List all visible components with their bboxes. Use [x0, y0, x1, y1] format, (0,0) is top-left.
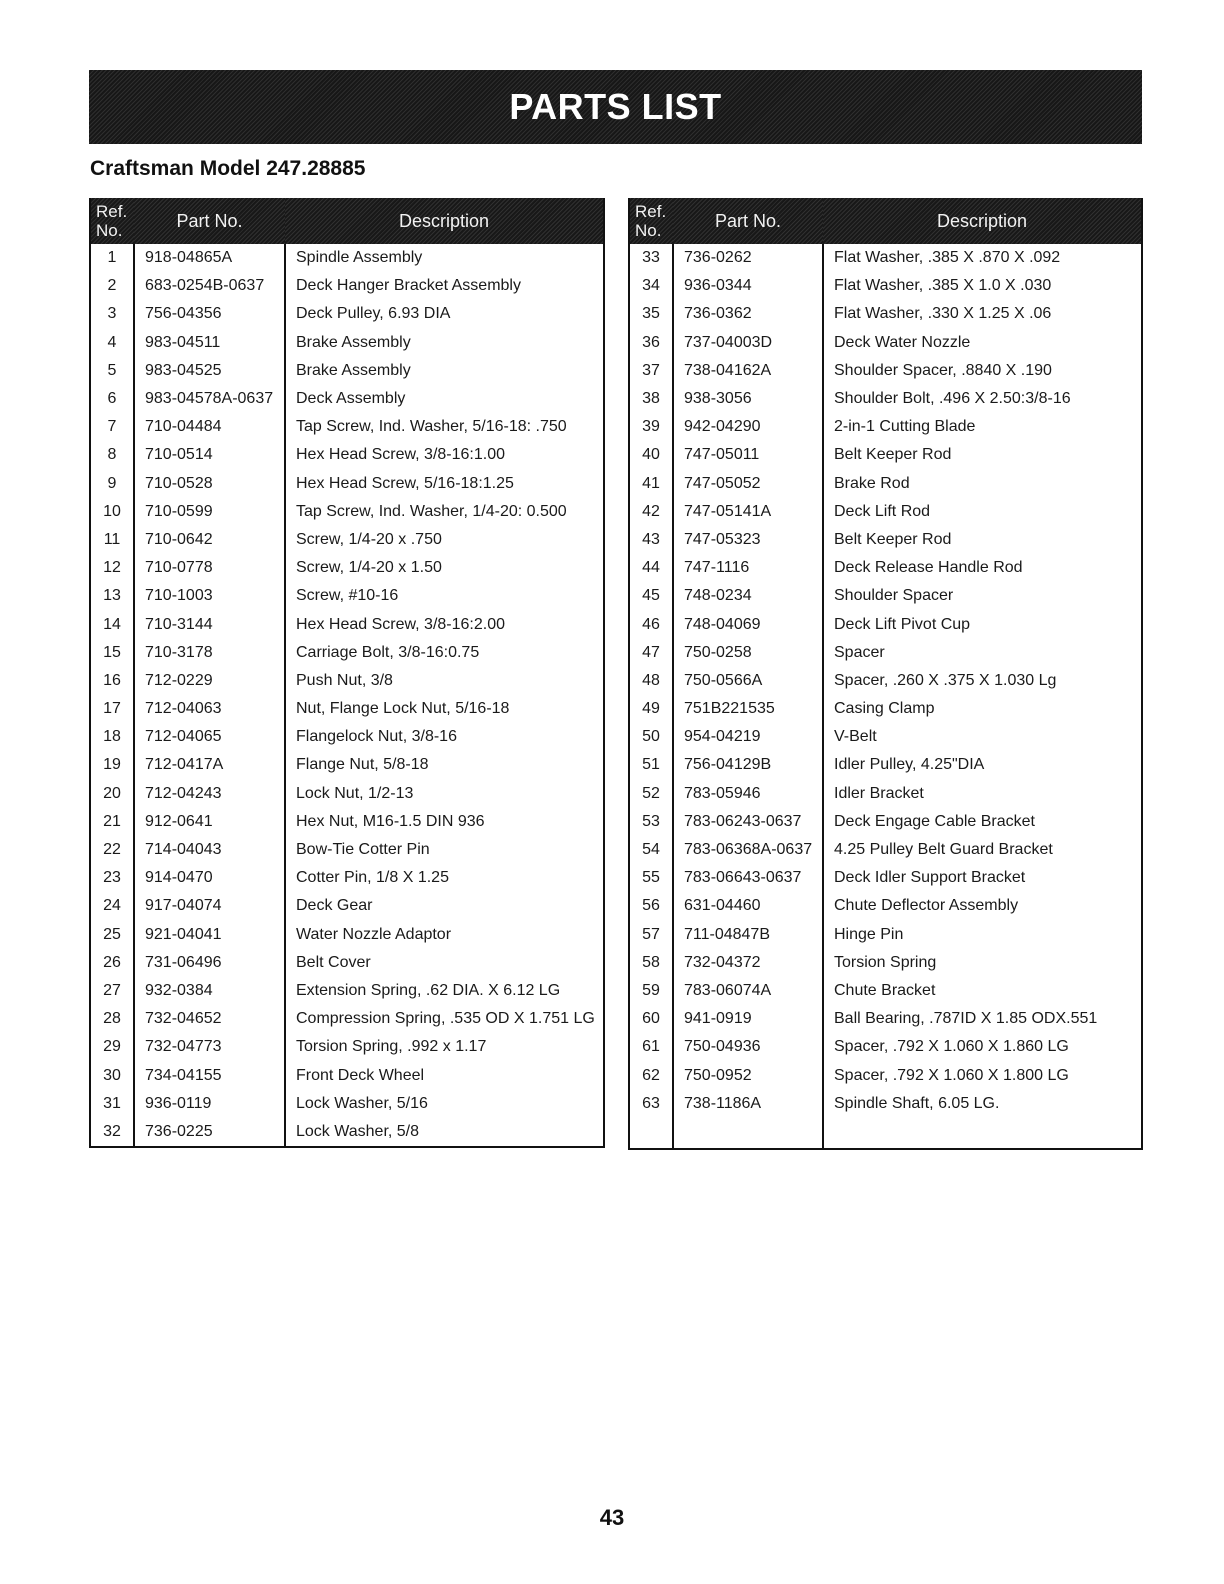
part-no-cell: 732-04372 [673, 949, 823, 977]
description-cell: Hinge Pin [834, 925, 904, 943]
table-row [90, 723, 604, 751]
ref-no-cell: 45 [629, 582, 673, 610]
description-cell: Spacer, .260 X .375 X 1.030 Lg [834, 671, 1057, 689]
description-cell: Deck Lift Rod [834, 502, 931, 520]
part-no-cell: 918-04865A [134, 244, 285, 272]
ref-no-cell: 49 [629, 695, 673, 723]
parts-table-right-body [629, 244, 1142, 1149]
part-no-cell: 747-05052 [673, 470, 823, 498]
table-row [629, 977, 1142, 1005]
table-row [629, 780, 1142, 808]
description-cell: Idler Bracket [834, 784, 924, 802]
description-cell: Compression Spring, .535 OD X 1.751 LG [296, 1010, 595, 1028]
ref-no-cell: 37 [629, 357, 673, 385]
table-row [629, 1090, 1142, 1118]
description-cell: Spindle Shaft, 6.05 LG. [834, 1094, 1000, 1112]
part-no-cell: 710-0599 [134, 498, 285, 526]
table-row [629, 526, 1142, 554]
ref-no-cell: 14 [90, 610, 134, 638]
part-no-cell: 732-04773 [134, 1033, 285, 1061]
ref-no-cell: 6 [90, 385, 134, 413]
ref-no-cell: 8 [90, 441, 134, 469]
table-row [90, 1033, 604, 1061]
ref-no-cell: 56 [629, 892, 673, 920]
ref-no-cell: 31 [90, 1090, 134, 1118]
description-cell: Deck Lift Pivot Cup [834, 615, 971, 633]
part-no-cell: 914-0470 [134, 864, 285, 892]
part-no-cell: 710-1003 [134, 582, 285, 610]
table-row [629, 667, 1142, 695]
table-row [629, 582, 1142, 610]
description-cell: Tap Screw, Ind. Washer, 1/4-20: 0.500 [296, 502, 567, 520]
ref-no-cell: 24 [90, 892, 134, 920]
ref-no-cell: 52 [629, 780, 673, 808]
part-no-cell: 941-0919 [673, 1005, 823, 1033]
ref-no-cell: 17 [90, 695, 134, 723]
table-row [629, 610, 1142, 638]
description-cell: Chute Bracket [834, 981, 936, 999]
table-row [629, 751, 1142, 779]
description-cell: Torsion Spring [834, 953, 937, 971]
description-cell: Tap Screw, Ind. Washer, 5/16-18: .750 [296, 418, 567, 436]
ref-no-cell: 13 [90, 582, 134, 610]
ref-no-cell: 19 [90, 751, 134, 779]
column-header-description: Description [823, 198, 1142, 244]
part-no-cell: 710-0778 [134, 554, 285, 582]
table-row [629, 1061, 1142, 1089]
ref-no-cell: 3 [90, 300, 134, 328]
part-no-cell: 736-0362 [673, 300, 823, 328]
parts-table-left-body [90, 244, 604, 1147]
part-no-cell: 783-06368A-0637 [673, 836, 823, 864]
table-row [90, 441, 604, 469]
column-header-part-no: Part No. [134, 198, 285, 244]
part-no-cell: 932-0384 [134, 977, 285, 1005]
description-cell: Deck Assembly [296, 390, 406, 408]
description-cell: 2-in-1 Cutting Blade [834, 418, 976, 436]
part-no-cell: 954-04219 [673, 723, 823, 751]
ref-no-cell: 62 [629, 1061, 673, 1089]
ref-no-cell: 60 [629, 1005, 673, 1033]
description-cell: Brake Assembly [296, 333, 411, 351]
part-no-cell: 783-05946 [673, 780, 823, 808]
description-cell: Brake Assembly [296, 361, 411, 379]
description-cell: Flat Washer, .385 X .870 X .092 [834, 249, 1061, 267]
part-no-cell: 783-06074A [673, 977, 823, 1005]
part-no-cell: 732-04652 [134, 1005, 285, 1033]
page-title: PARTS LIST [509, 86, 722, 127]
ref-no-cell: 48 [629, 667, 673, 695]
ref-no-cell: 63 [629, 1090, 673, 1118]
column-header-ref-no: Ref. No. [90, 198, 134, 244]
description-cell: Belt Cover [296, 953, 371, 971]
part-no-cell: 710-04484 [134, 413, 285, 441]
part-no-cell: 912-0641 [134, 808, 285, 836]
description-cell: Hex Head Screw, 3/8-16:1.00 [296, 446, 506, 464]
part-no-cell: 921-04041 [134, 921, 285, 949]
table-row [629, 329, 1142, 357]
table-row [629, 413, 1142, 441]
part-no-cell: 712-04243 [134, 780, 285, 808]
table-row [90, 244, 604, 272]
ref-no-cell: 20 [90, 780, 134, 808]
part-no-cell: 710-3178 [134, 639, 285, 667]
table-row [90, 1005, 604, 1033]
ref-no-cell: 58 [629, 949, 673, 977]
ref-no-cell: 38 [629, 385, 673, 413]
table-row [90, 413, 604, 441]
table-row [90, 864, 604, 892]
part-no-cell: 734-04155 [134, 1061, 285, 1089]
ref-no-cell: 16 [90, 667, 134, 695]
description-cell: Flat Washer, .330 X 1.25 X .06 [834, 305, 1052, 323]
ref-no-cell: 50 [629, 723, 673, 751]
ref-no-cell: 10 [90, 498, 134, 526]
ref-no-cell: 46 [629, 610, 673, 638]
table-row [90, 836, 604, 864]
table-row [90, 808, 604, 836]
part-no-cell: 631-04460 [673, 892, 823, 920]
part-no-cell: 738-04162A [673, 357, 823, 385]
part-no-cell: 917-04074 [134, 892, 285, 920]
ref-no-cell: 23 [90, 864, 134, 892]
description-cell: Flat Washer, .385 X 1.0 X .030 [834, 277, 1052, 295]
table-row [629, 808, 1142, 836]
ref-no-cell: 26 [90, 949, 134, 977]
description-cell: Shoulder Bolt, .496 X 2.50:3/8-16 [834, 390, 1071, 408]
column-header-part-no: Part No. [673, 198, 823, 244]
parts-table-left [89, 198, 605, 1148]
ref-no-cell: 29 [90, 1033, 134, 1061]
part-no-cell: 710-3144 [134, 610, 285, 638]
ref-no-cell: 15 [90, 639, 134, 667]
description-cell: Shoulder Spacer, .8840 X .190 [834, 361, 1052, 379]
part-no-cell: 736-0262 [673, 244, 823, 272]
table-row [629, 441, 1142, 469]
table-row [629, 949, 1142, 977]
ref-no-cell: 21 [90, 808, 134, 836]
ref-no-cell: 41 [629, 470, 673, 498]
part-no-cell: 712-0229 [134, 667, 285, 695]
ref-no-cell: 18 [90, 723, 134, 751]
part-no-cell: 983-04525 [134, 357, 285, 385]
table-row [629, 921, 1142, 949]
table-row [629, 892, 1142, 920]
table-row [629, 498, 1142, 526]
description-cell: Screw, 1/4-20 x 1.50 [296, 559, 442, 577]
ref-no-cell: 43 [629, 526, 673, 554]
part-no-cell: 710-0514 [134, 441, 285, 469]
table-row [90, 1118, 604, 1147]
description-cell: V-Belt [834, 728, 877, 746]
table-row [629, 385, 1142, 413]
table-row [90, 498, 604, 526]
table-row [90, 610, 604, 638]
table-row [90, 554, 604, 582]
ref-no-cell: 36 [629, 329, 673, 357]
description-cell: Brake Rod [834, 474, 910, 492]
description-cell: Bow-Tie Cotter Pin [296, 841, 430, 859]
column-header-description: Description [285, 198, 604, 244]
part-no-cell: 736-0225 [134, 1118, 285, 1147]
table-row [90, 582, 604, 610]
table-row [90, 949, 604, 977]
table-row [90, 357, 604, 385]
part-no-cell: 747-05011 [673, 441, 823, 469]
ref-no-cell: 30 [90, 1061, 134, 1089]
ref-no-cell: 40 [629, 441, 673, 469]
description-cell: Deck Engage Cable Bracket [834, 812, 1035, 830]
table-row [90, 1061, 604, 1089]
description-cell: Idler Pulley, 4.25"DIA [834, 756, 985, 774]
ref-no-cell: 7 [90, 413, 134, 441]
ref-no-cell: 61 [629, 1033, 673, 1061]
part-no-cell: 710-0528 [134, 470, 285, 498]
ref-no-cell: 33 [629, 244, 673, 272]
ref-no-cell: 53 [629, 808, 673, 836]
ref-no-cell: 2 [90, 272, 134, 300]
description-cell: Torsion Spring, .992 x 1.17 [296, 1038, 487, 1056]
description-cell: Spacer, .792 X 1.060 X 1.860 LG [834, 1038, 1069, 1056]
ref-no-cell: 35 [629, 300, 673, 328]
table-row [629, 723, 1142, 751]
table-row [629, 554, 1142, 582]
empty-row [629, 1118, 1142, 1149]
part-no-cell: 936-0344 [673, 272, 823, 300]
description-cell: 4.25 Pulley Belt Guard Bracket [834, 841, 1053, 859]
part-no-cell: 712-0417A [134, 751, 285, 779]
description-cell: Belt Keeper Rod [834, 446, 952, 464]
description-cell: Chute Deflector Assembly [834, 897, 1019, 915]
table-row [90, 667, 604, 695]
part-no-cell: 783-06243-0637 [673, 808, 823, 836]
part-no-cell: 714-04043 [134, 836, 285, 864]
description-cell: Deck Idler Support Bracket [834, 869, 1026, 887]
description-cell: Water Nozzle Adaptor [296, 925, 452, 943]
description-cell: Nut, Flange Lock Nut, 5/16-18 [296, 700, 510, 718]
ref-no-cell: 44 [629, 554, 673, 582]
description-cell: Deck Gear [296, 897, 373, 915]
page-number: 43 [599, 1505, 625, 1530]
ref-no-cell: 32 [90, 1118, 134, 1147]
description-cell: Belt Keeper Rod [834, 530, 952, 548]
table-row [629, 639, 1142, 667]
table-row [629, 357, 1142, 385]
ref-no-cell: 1 [90, 244, 134, 272]
table-row [629, 300, 1142, 328]
ref-no-cell: 51 [629, 751, 673, 779]
ref-no-cell: 22 [90, 836, 134, 864]
ref-no-cell: 5 [90, 357, 134, 385]
column-header-ref-no: Ref. No. [629, 198, 673, 244]
table-row [629, 836, 1142, 864]
ref-no-cell: 54 [629, 836, 673, 864]
table-row [90, 892, 604, 920]
part-no-cell: 750-0566A [673, 667, 823, 695]
ref-no-cell: 39 [629, 413, 673, 441]
table-row [90, 780, 604, 808]
description-cell: Casing Clamp [834, 700, 935, 718]
ref-no-cell: 59 [629, 977, 673, 1005]
description-cell: Flangelock Nut, 3/8-16 [296, 728, 457, 746]
table-row [629, 1033, 1142, 1061]
description-cell: Ball Bearing, .787ID X 1.85 ODX.551 [834, 1010, 1098, 1028]
table-row [629, 244, 1142, 272]
part-no-cell: 747-05323 [673, 526, 823, 554]
part-no-cell: 712-04063 [134, 695, 285, 723]
table-row [90, 751, 604, 779]
part-no-cell: 942-04290 [673, 413, 823, 441]
table-row [90, 977, 604, 1005]
table-row [629, 864, 1142, 892]
table-header-row [629, 198, 1142, 244]
description-cell: Shoulder Spacer [834, 587, 954, 605]
ref-no-cell: 11 [90, 526, 134, 554]
description-cell: Push Nut, 3/8 [296, 671, 393, 689]
ref-no-cell: 27 [90, 977, 134, 1005]
ref-no-cell: 9 [90, 470, 134, 498]
part-no-cell: 738-1186A [673, 1090, 823, 1118]
description-cell: Lock Washer, 5/16 [296, 1094, 428, 1112]
table-header-row [90, 198, 604, 244]
table-row [629, 1005, 1142, 1033]
ref-no-cell: 57 [629, 921, 673, 949]
part-no-cell: 756-04356 [134, 300, 285, 328]
part-no-cell: 983-04511 [134, 329, 285, 357]
description-cell: Deck Pulley, 6.93 DIA [296, 305, 451, 323]
description-cell: Spindle Assembly [296, 249, 423, 267]
parts-table-right [628, 198, 1143, 1150]
description-cell: Hex Nut, M16-1.5 DIN 936 [296, 812, 485, 830]
description-cell: Spacer [834, 643, 885, 661]
description-cell: Hex Head Screw, 3/8-16:2.00 [296, 615, 506, 633]
part-no-cell: 983-04578A-0637 [134, 385, 285, 413]
part-no-cell: 712-04065 [134, 723, 285, 751]
part-no-cell: 748-0234 [673, 582, 823, 610]
description-cell: Extension Spring, .62 DIA. X 6.12 LG [296, 981, 561, 999]
description-cell: Lock Nut, 1/2-13 [296, 784, 414, 802]
part-no-cell: 711-04847B [673, 921, 823, 949]
ref-no-cell: 4 [90, 329, 134, 357]
part-no-cell: 747-05141A [673, 498, 823, 526]
part-no-cell: 748-04069 [673, 610, 823, 638]
description-cell: Deck Water Nozzle [834, 333, 971, 351]
description-cell: Screw, 1/4-20 x .750 [296, 530, 442, 548]
table-row [90, 470, 604, 498]
description-cell: Deck Release Handle Rod [834, 559, 1023, 577]
table-row [90, 272, 604, 300]
description-cell: Screw, #10-16 [296, 587, 399, 605]
ref-no-cell: 42 [629, 498, 673, 526]
table-row [90, 921, 604, 949]
description-cell: Lock Washer, 5/8 [296, 1122, 420, 1140]
part-no-cell: 750-0952 [673, 1061, 823, 1089]
table-row [90, 300, 604, 328]
part-no-cell: 783-06643-0637 [673, 864, 823, 892]
description-cell: Front Deck Wheel [296, 1066, 425, 1084]
table-row [90, 329, 604, 357]
table-row [629, 470, 1142, 498]
part-no-cell: 936-0119 [134, 1090, 285, 1118]
part-no-cell: 747-1116 [673, 554, 823, 582]
part-no-cell: 750-0258 [673, 639, 823, 667]
table-row [90, 695, 604, 723]
model-title: Craftsman Model 247.28885 [90, 157, 366, 180]
ref-no-cell: 55 [629, 864, 673, 892]
part-no-cell: 731-06496 [134, 949, 285, 977]
table-row [629, 695, 1142, 723]
part-no-cell: 750-04936 [673, 1033, 823, 1061]
description-cell: Spacer, .792 X 1.060 X 1.800 LG [834, 1066, 1069, 1084]
table-row [90, 526, 604, 554]
part-no-cell: 751B221535 [673, 695, 823, 723]
part-no-cell: 683-0254B-0637 [134, 272, 285, 300]
part-no-cell: 737-04003D [673, 329, 823, 357]
description-cell: Flange Nut, 5/8-18 [296, 756, 429, 774]
ref-no-cell: 28 [90, 1005, 134, 1033]
description-cell: Hex Head Screw, 5/16-18:1.25 [296, 474, 514, 492]
ref-no-cell: 12 [90, 554, 134, 582]
part-no-cell: 710-0642 [134, 526, 285, 554]
parts-list-banner [89, 70, 1142, 144]
table-row [90, 385, 604, 413]
ref-no-cell: 47 [629, 639, 673, 667]
part-no-cell: 938-3056 [673, 385, 823, 413]
description-cell: Carriage Bolt, 3/8-16:0.75 [296, 643, 480, 661]
part-no-cell: 756-04129B [673, 751, 823, 779]
description-cell: Cotter Pin, 1/8 X 1.25 [296, 869, 449, 887]
table-row [90, 639, 604, 667]
description-cell: Deck Hanger Bracket Assembly [296, 277, 521, 295]
ref-no-cell: 25 [90, 921, 134, 949]
table-row [90, 1090, 604, 1118]
table-row [629, 272, 1142, 300]
ref-no-cell: 34 [629, 272, 673, 300]
